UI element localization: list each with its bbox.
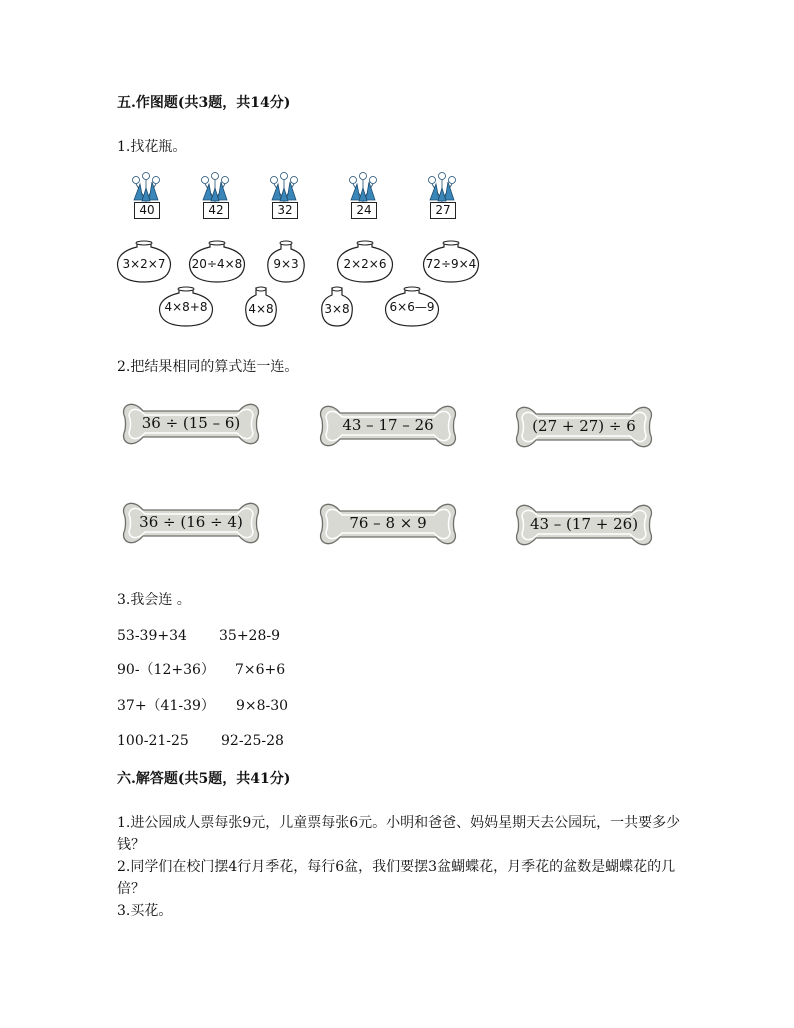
section6-q1: 1.进公园成人票每张9元，儿童票每张6元。小明和爸爸、妈妈星期天去公园玩，一共要多少钱？	[117, 815, 681, 853]
flower-number: 27	[430, 202, 456, 219]
vase-expression: 20÷4×8	[191, 257, 243, 271]
bone-icon[interactable]	[514, 400, 654, 454]
bone-icon[interactable]	[514, 498, 654, 552]
q1-label: 1.找花瓶。	[117, 139, 187, 155]
flower-number: 24	[351, 202, 377, 219]
vase-icon[interactable]	[384, 286, 440, 328]
q2-label: 2.把结果相同的算式连一连。	[117, 359, 299, 375]
bone-expression: (27 + 27) ÷ 6	[532, 417, 636, 435]
flower-number: 32	[272, 202, 298, 219]
section6-q3: 3.买花。	[117, 903, 173, 919]
flower-pot-icon[interactable]	[341, 170, 385, 230]
match-left-expression[interactable]: 100-21-25	[117, 733, 189, 749]
vase-icon[interactable]	[320, 286, 354, 328]
section6-q2: 2.同学们在校门摆4行月季花，每行6盆，我们要摆3盆蝴蝶花，月季花的盆数是蝴蝶花的几倍？	[117, 859, 676, 897]
vase-expression: 6×6—9	[389, 300, 435, 314]
flower-number: 42	[203, 202, 229, 219]
match-left-expression[interactable]: 90-（12+36）	[117, 662, 215, 678]
vase-expression: 4×8	[248, 302, 274, 316]
match-right-expression[interactable]: 7×6+6	[235, 662, 286, 678]
bone-icon[interactable]	[318, 399, 458, 453]
vase-expression: 4×8+8	[164, 300, 208, 314]
match-left-expression[interactable]: 53-39+34	[117, 628, 187, 644]
vase-icon[interactable]	[116, 240, 172, 284]
flower-pot-icon[interactable]	[262, 170, 306, 230]
match-right-expression[interactable]: 35+28-9	[219, 628, 280, 644]
vase-icon[interactable]	[422, 240, 480, 284]
flower-pot-icon[interactable]	[124, 170, 168, 230]
vase-expression: 3×2×7	[122, 257, 166, 271]
vase-expression: 72÷9×4	[425, 257, 477, 271]
vase-icon[interactable]	[266, 240, 306, 284]
match-right-expression[interactable]: 92-25-28	[221, 733, 284, 749]
vase-icon[interactable]	[188, 240, 246, 284]
bone-expression: 76 – 8 × 9	[349, 514, 427, 532]
match-right-expression[interactable]: 9×8-30	[236, 698, 289, 714]
bone-expression: 36 ÷ (15 – 6)	[141, 414, 241, 432]
vase-expression: 3×8	[324, 302, 350, 316]
section5-title: 五.作图题(共3题，共14分)	[117, 95, 291, 111]
match-left-expression[interactable]: 37+（41-39）	[117, 698, 215, 714]
bone-icon[interactable]	[318, 497, 458, 551]
bone-icon[interactable]	[121, 397, 261, 451]
vase-expression: 2×2×6	[343, 257, 387, 271]
section6-title: 六.解答题(共5题，共41分)	[117, 771, 291, 787]
bone-icon[interactable]	[121, 496, 261, 550]
flower-number: 40	[134, 202, 160, 219]
flower-pot-icon[interactable]	[193, 170, 237, 230]
vase-expression: 9×3	[273, 257, 299, 271]
vase-icon[interactable]	[244, 286, 278, 328]
q3-label: 3.我会连 。	[117, 592, 191, 608]
bone-expression: 36 ÷ (16 ÷ 4)	[139, 513, 243, 531]
vase-icon[interactable]	[336, 240, 394, 284]
vase-icon[interactable]	[158, 286, 214, 328]
bone-expression: 43 – (17 + 26)	[529, 515, 639, 533]
flower-pot-icon[interactable]	[420, 170, 464, 230]
bone-expression: 43 – 17 – 26	[342, 416, 434, 434]
